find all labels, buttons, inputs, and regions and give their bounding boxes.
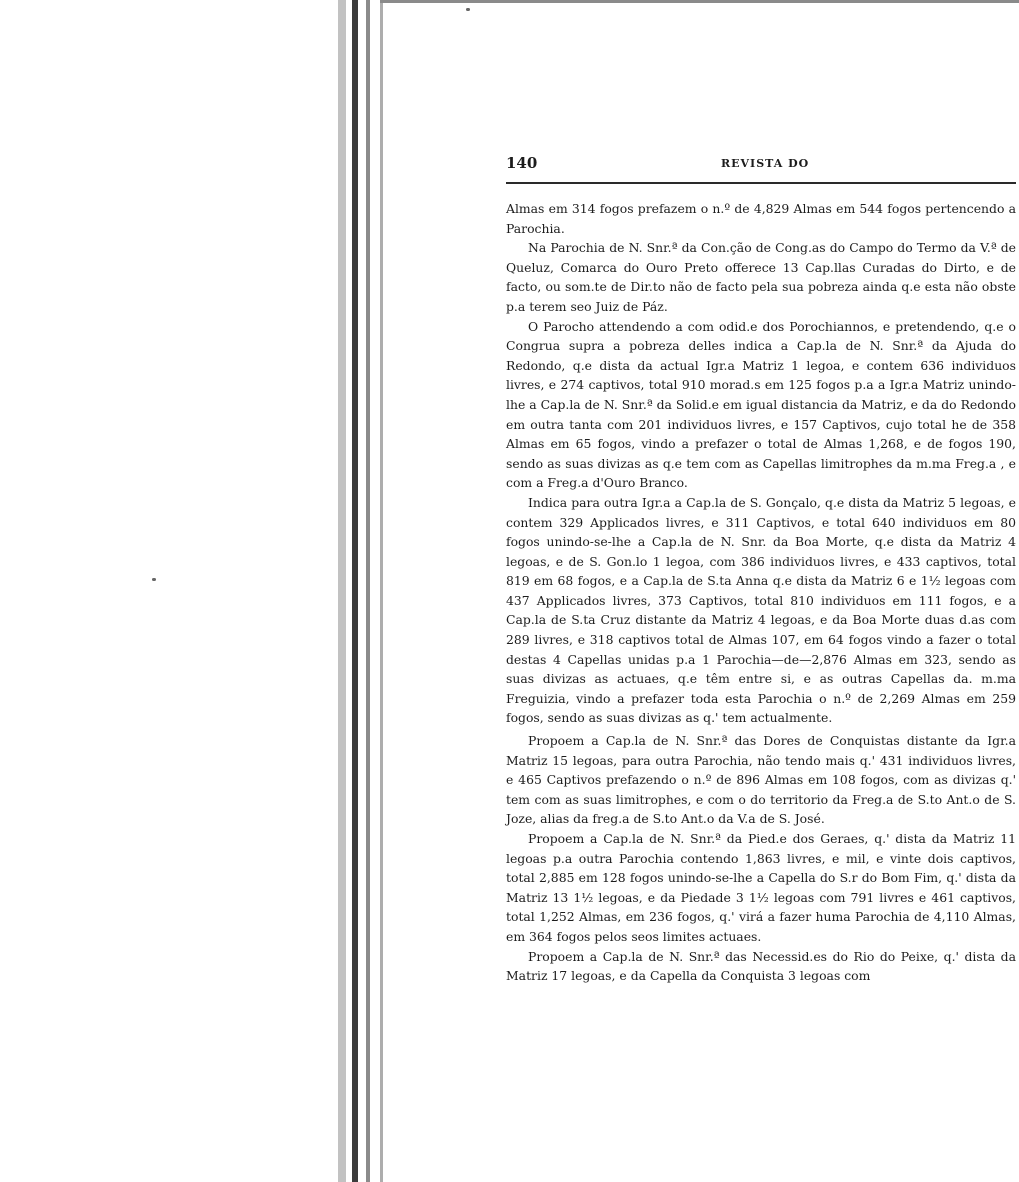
page-top-edge — [380, 0, 1019, 3]
paragraph: Propoem a Cap.la de N. Snr.ª das Dores de Conquistas distante da Igr.a Matriz 15 legoas, para outra Parochia, não tendo mais q.' 431 individuos livres, e 465 Captivos prefazendo o n.º de 896 Almas em 108 fogos, com as divizas q.' tem com as suas limitrophes, e com o do territorio da Freg.a de S.to Ant.o de S. Joze, alias da freg.a de S.to Ant.o da V.a de S. José. — [506, 733, 1016, 827]
book-page — [506, 152, 1016, 986]
paragraph: Indica para outra Igr.a a Cap.la de S. Gonçalo, q.e dista da Matriz 5 legoas, e contem 329 Applicados livres, e 311 Captivos, e total 640 individuos em 80 fogos unindo-se-lhe a Cap.la de N. Snr. da Boa Morte, q.e dista da Matriz 4 legoas, e de S. Gon.lo 1 legoa, com 386 individuos livres, e 433 captivos, total 819 em 68 fogos, e a Cap.la de S.ta Anna q.e dista da Matriz 6 e 1½ legoas com 437 Applicados livres, 373 Captivos, total 810 individuos em 111 fogos, e a Cap.la de S.ta Cruz distante da Matriz 4 legoas, e da Boa Morte duas d.as com 289 livres, e 318 captivos total de Almas 107, em 64 fogos vindo a fazer o total destas 4 Capellas unidas p.a 1 Parochia—de—2,876 Almas em 323, sendo as suas divizas as actuaes, q.e têm entre si, e as outras Capellas da. m.ma Freguizia, vindo a prefazer toda esta Parochia o n.º de 2,269 Almas em 259 fogos, sendo as suas divizas as q.' tem actualmente. — [506, 494, 1016, 726]
scan-speck — [466, 8, 470, 11]
page-left-edge — [380, 0, 383, 1182]
binding-gutter-edge — [352, 0, 358, 1182]
page-number: 140 — [506, 154, 538, 172]
scan-speck — [152, 578, 156, 581]
binding-gutter-shadow — [338, 0, 346, 1182]
running-head: REVISTA DO — [721, 157, 810, 170]
header-rule — [506, 182, 1016, 184]
page-header — [506, 152, 1016, 176]
body-text — [506, 199, 1016, 986]
paragraph: Propoem a Cap.la de N. Snr.ª da Pied.e dos Geraes, q.' dista da Matriz 11 legoas p.a outra Parochia contendo 1,863 livres, e mil, e vinte dois captivos, total 2,885 em 128 fogos unindo-se-lhe a Capella do S.r do Bom Fim, q.' dista da Matriz 13 1½ legoas, e da Piedade 3 1½ legoas com 791 livres e 461 captivos, total 1,252 Almas, em 236 fogos, q.' virá a fazer huma Parochia de 4,110 Almas, em 364 fogos pelos seos limites actuaes. — [506, 831, 1016, 944]
paragraph: Na Parochia de N. Snr.ª da Con.ção de Cong.as do Campo do Termo da V.ª de Queluz, Comarca do Ouro Preto offerece 13 Cap.llas Curadas do Dirto, e de facto, ou som.te de Dir.to não de facto pela sua pobreza ainda q.e esta não obste p.a terem seo Juiz de Páz. — [506, 240, 1016, 314]
paragraph: Almas em 314 fogos prefazem o n.º de 4,829 Almas em 544 fogos pertencendo a Parochia. — [506, 201, 1016, 236]
paragraph: O Parocho attendendo a com odid.e dos Porochiannos, e pretendendo, q.e o Congrua supra a pobreza delles indica a Cap.la de N. Snr.ª da Ajuda do Redondo, q.e dista da actual Igr.a Matriz 1 legoa, e contem 636 individuos livres, e 274 captivos, total 910 morad.s em 125 fogos p.a a Igr.a Matriz unindo-lhe a Cap.la de N. Snr.ª da Solid.e em igual distancia da Matriz, e da do Redondo em outra tanta com 201 individuos livres, e 157 Captivos, cujo total he de 358 Almas em 65 fogos, vindo a prefazer o total de Almas 1,268, e de fogos 190, sendo as suas divizas as q.e tem com as Capellas limitrophes da m.ma Freg.a , e com a Freg.a d'Ouro Branco. — [506, 318, 1016, 491]
binding-gutter-line — [366, 0, 370, 1182]
paragraph: Propoem a Cap.la de N. Snr.ª das Necessid.es do Rio do Peixe, q.' dista da Matriz 17 legoas, e da Capella da Conquista 3 legoas com — [506, 948, 1016, 984]
